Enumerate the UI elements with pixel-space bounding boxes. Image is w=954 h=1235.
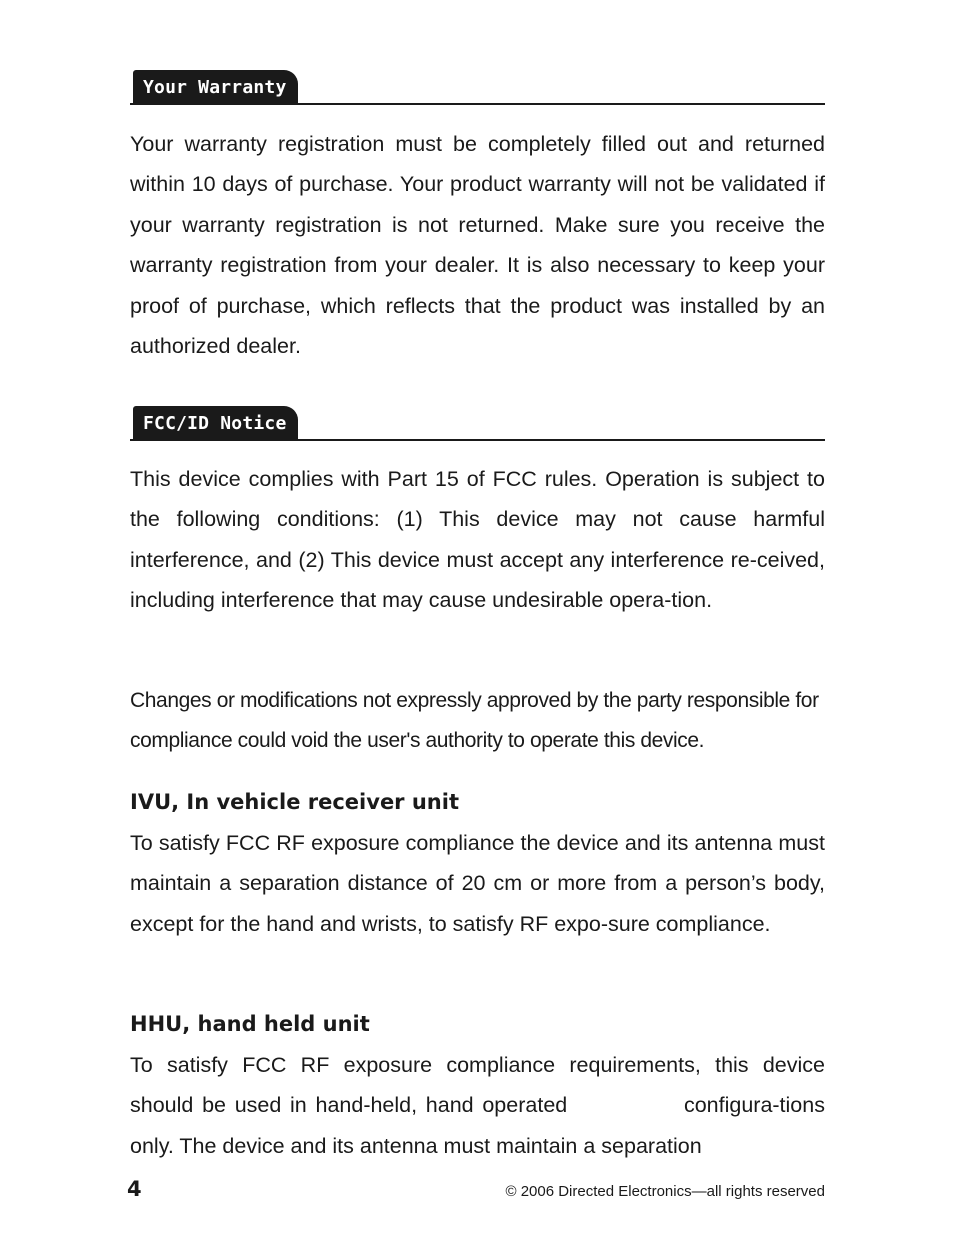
fcc-heading: FCC/ID Notice — [133, 406, 298, 440]
warranty-heading: Your Warranty — [133, 70, 298, 104]
hhu-heading: HHU, hand held unit — [130, 1012, 370, 1036]
fcc-paragraph: This device complies with Part 15 of FCC rules. Operation is subject to the following conditions: (1) This device may not cause harmful interference, and (2) This device must accept any interference re-ceived, including interference that may cause undesirable opera-tion. — [130, 467, 825, 613]
warranty-paragraph: Your warranty registration must be completely filled out and returned within 10 days of purchase. Your product warranty will not be validated if your warranty registration is not returned. Make sure you receive the warranty registration from your dealer. It is also necessary to keep your proof of purchase, which reflects that the product was installed by an authorized dealer. — [130, 132, 825, 359]
copyright-notice: © 2006 Directed Electronics—all rights reserved — [505, 1183, 825, 1200]
fcc-section-header — [130, 403, 825, 441]
page-number: 4 — [127, 1177, 142, 1201]
ivu-heading: IVU, In vehicle receiver unit — [130, 790, 459, 814]
hhu-paragraph-end: configura-tions only. The device and its antenna must maintain a separation — [130, 1093, 825, 1158]
ivu-paragraph: To satisfy FCC RF exposure compliance the device and its antenna must maintain a separation distance of 20 cm or more from a person’s body, except for the hand and wrists, to satisfy RF expo-sure compliance. — [130, 831, 825, 936]
warranty-section-header — [130, 67, 825, 105]
hhu-paragraph-start: To satisfy FCC RF exposure compliance requirements, this device should be used in hand-held, hand operated — [130, 1053, 825, 1118]
hhu-paragraph — [130, 1045, 825, 1166]
changes-paragraph: Changes or modifications not expressly approved by the party responsible for compliance could void the user's authority to operate this device. — [130, 689, 819, 753]
